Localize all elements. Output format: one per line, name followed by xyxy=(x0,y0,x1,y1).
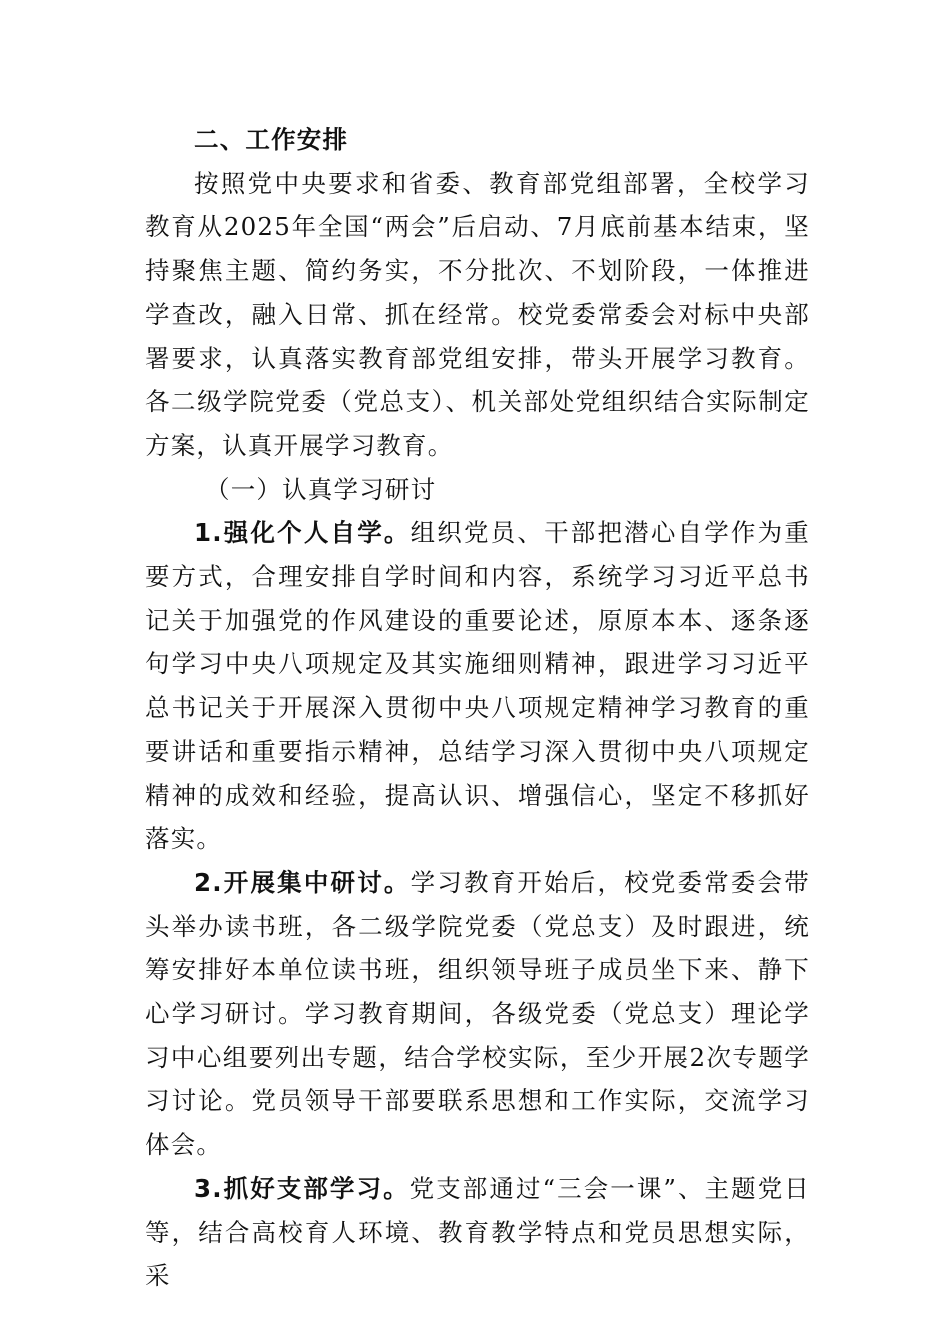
item-paragraph-2 xyxy=(145,861,810,1167)
item-lead-2: 2.开展集中研讨。 xyxy=(194,867,411,897)
item-text-3: 党支部通过“三会一课”、主题党日等，结合高校育人环境、教育教学特点和党员思想实际，采 xyxy=(145,1173,811,1291)
item-paragraph-1 xyxy=(145,511,810,861)
document-body xyxy=(145,118,810,1298)
item-paragraph-3 xyxy=(145,1167,810,1298)
section-heading: 二、工作安排 xyxy=(194,125,349,154)
intro-paragraph: 按照党中央要求和省委、教育部党组部署，全校学习教育从2025年全国“两会”后启动、7月底前基本结束，坚持聚焦主题、简约务实，不分批次、不划阶段，一体推进学查改，融入日常、抓在经常。校党委常委会对标中央部署要求，认真落实教育部党组安排，带头开展学习教育。各二级学院党委（党总支）、机关部处党组织结合实际制定方案，认真开展学习教育。 xyxy=(145,168,810,460)
item-lead-3: 3.抓好支部学习。 xyxy=(194,1173,410,1203)
subsection-heading: （一）认真学习研讨 xyxy=(205,474,437,504)
item-text-2: 学习教育开始后，校党委常委会带头举办读书班，各二级学院党委（党总支）及时跟进，统筹安排好本单位读书班，组织领导班子成员坐下来、静下心学习研讨。学习教育期间，各级党委（党总支）理论学习中心组要列出专题，结合学校实际，至少开展2次专题学习讨论。党员领导干部要联系思想和工作实际，交流学习体会。 xyxy=(145,867,811,1160)
item-text-1: 组织党员、干部把潜心自学作为重要方式，合理安排自学时间和内容，系统学习习近平总书记关于加强党的作风建设的重要论述，原原本本、逐条逐句学习中央八项规定及其实施细则精神，跟进学习习近平总书记关于开展深入贯彻中央八项规定精神学习教育的重要讲话和重要指示精神，总结学习深入贯彻中央八项规定精神的成效和经验，提高认识、增强信心，坚定不移抓好落实。 xyxy=(145,518,811,854)
item-lead-1: 1.强化个人自学。 xyxy=(194,518,411,548)
